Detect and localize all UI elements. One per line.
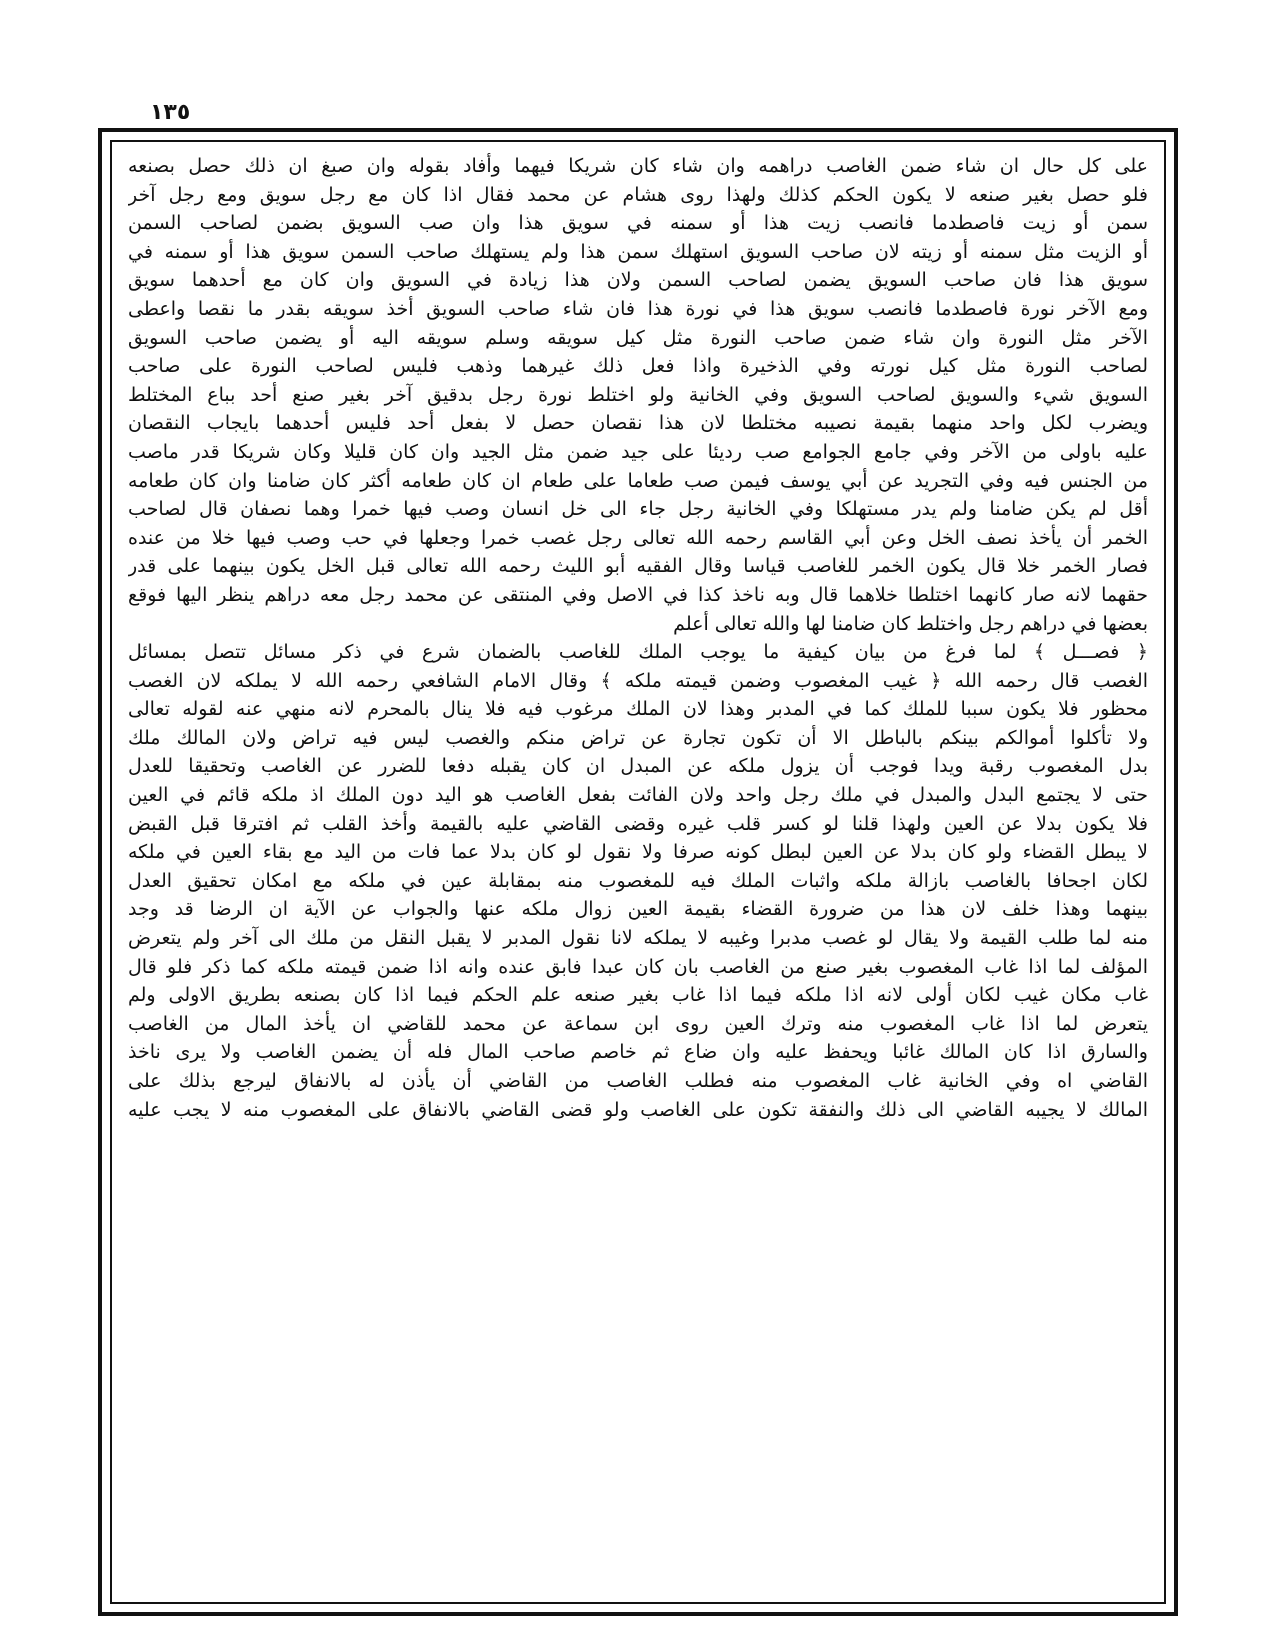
text-line: فصار الخمر خلا قال يكون الخمر للغاصب قياسا وقال الفقيه أبو الليث رحمه الله تعالى قبل الخل يكون بينهما على قدر xyxy=(128,555,1148,578)
text-line: على كل حال ان شاء ضمن الغاصب دراهمه وان شاء كان شريكا فيهما وأفاد بقوله وان صبغ ان ذلك حصل بصنعه xyxy=(128,155,1148,177)
text-line: ومع الآخر نورة فاصطدما فانصب سويق هذا في نورة هذا فان شاء صاحب السويق أخذ سويقه بقدر ما نقصا واعطى xyxy=(128,297,1148,320)
text-line: حتى لا يجتمع البدل والمبدل في ملك رجل واحد ولان الفائت بفعل الغاصب هو اليد دون الملك اذ ملكه قائم في العين xyxy=(128,784,1148,807)
text-line: ولا تأكلوا أموالكم بينكم بالباطل الا أن تكون تجارة عن تراض منكم والغصب ليس فيه تراض ولان المالك ملك xyxy=(128,726,1148,749)
text-line: أقل لم يكن ضامنا ولم يدر مستهلكا وفي الخانية رجل جاء الى خل انسان وصب فيها خمرا وهما نصفان قال لصاحب xyxy=(128,498,1148,521)
text-line: عليه باولى من الآخر وفي جامع الجوامع صب رديئا على جيد ضمن مثل الجيد وان كان قليلا وكان شريكا قدر ماصب xyxy=(128,440,1148,463)
text-line: المالك لا يجيبه القاضي الى ذلك والنفقة تكون على الغاصب ولو قضى القاضي بالانفاق على المغصوب منه لا يجب عليه xyxy=(128,1098,1148,1121)
text-line: الآخر مثل النورة وان شاء ضمن صاحب النورة مثل كيل سويقه وسلم سويقه اليه أو يضمن صاحب السويق xyxy=(128,326,1148,349)
page-frame-inner xyxy=(110,140,1166,1604)
text-line: المؤلف لما اذا غاب المغصوب بغير صنع من الغاصب بان كان عبدا فابق عنده وانه اذا ضمن قيمته ملكه كما ذكر فلو قال xyxy=(128,955,1148,978)
text-line: لكان اجحافا بالغاصب بازالة ملكه واثبات الملك فيه للمغصوب منه بمقابلة عين في ملكه مع امكان تحقيق العدل xyxy=(128,869,1148,892)
text-line: بعضها في دراهم رجل واختلط كان ضامنا لها والله تعالى أعلم xyxy=(673,612,1148,635)
text-line: ويضرب لكل واحد منهما بقيمة نصيبه مختلطا لان هذا نقصان حصل لا بفعل أحد فليس أحدهما بايجاب النقصان xyxy=(128,412,1148,435)
text-line: حقهما لانه صار كانهما اختلطا خلاهما قال وبه ناخذ كذا في الاصل وفي المنتقى عن محمد رجل معه دراهم ينظر اليها فوقع xyxy=(128,583,1148,606)
text-line: بينهما وهذا خلف لان هذا من ضرورة القضاء بقيمة العين زوال ملكه عنها والجواب عن الآية ان الرضا قد وجد xyxy=(128,898,1148,921)
text-line: أو الزيت مثل سمنه أو زيته لان صاحب السويق استهلك سمن هذا ولم يستهلك صاحب السمن سويق هذا أو سمنه في xyxy=(128,240,1148,263)
text-line: سويق هذا فان صاحب السويق يضمن لصاحب السمن ولان هذا زيادة في السويق وان كان مع أحدهما سويق xyxy=(128,269,1148,292)
text-line: لا يبطل القضاء ولو كان بدلا عن العين لبطل كونه صرفا ولا نقول لو كان بدلا عما فات من اليد مع بقاء العين في ملكه xyxy=(128,841,1148,864)
text-line: لصاحب النورة مثل كيل نورته وفي الذخيرة واذا فعل ذلك غيرهما وذهب فليس لصاحب النورة على صاحب xyxy=(128,355,1148,378)
page-frame-outer xyxy=(98,128,1178,1616)
text-line: من الجنس فيه وفي التجريد عن أبي يوسف فيمن صب طعاما على طعام ان كان طعامه أكثر كان ضامنا وان كان طعامه xyxy=(128,469,1148,492)
text-line: ﴿ فصـــل ﴾ لما فرغ من بيان كيفية ما يوجب الملك للغاصب بالضمان شرع في ذكر مسائل تتصل بمسائل xyxy=(128,641,1148,664)
body-text xyxy=(128,152,1148,1592)
text-line: منه لما طلب القيمة ولا يقال لو غصب مدبرا وغيبه لا يملكه لانا نقول المدبر لا يقبل النقل من ملك الى آخر ولم يتعرض xyxy=(128,927,1148,950)
text-line: السويق شيء والسويق لصاحب السويق وفي الخانية ولو اختلط نورة رجل بدقيق آخر بغير صنع أحد بباع المختلط xyxy=(128,383,1148,406)
text-line: غاب مكان غيب لكان أولى لانه اذا ملكه فيما اذا غاب بغير صنعه علم الحكم فيما اذا كان بصنعه بطريق الاولى ولم xyxy=(128,984,1148,1007)
text-line: الخمر أن يأخذ نصف الخل وعن أبي القاسم رحمه الله تعالى رجل غصب خمرا وجعلها في حب وصب فيها خلا من عنده xyxy=(128,526,1148,549)
text-line: يتعرض لما اذا غاب المغصوب منه وترك العين روى ابن سماعة عن محمد للقاضي ان يأخذ المال من الغاصب xyxy=(128,1012,1148,1035)
text-line: بدل المغصوب رقبة ويدا فوجب أن يزول ملكه عن المبدل ان كان يقبله دفعا للضرر عن الغاصب وتحقيقا للعدل xyxy=(128,755,1148,778)
text-line: سمن أو زيت فاصطدما فانصب زيت هذا أو سمنه في سويق هذا وان صب السويق بضمن لصاحب السمن xyxy=(128,212,1148,235)
text-line: القاضي اه وفي الخانية غاب المغصوب منه فطلب الغاصب من القاضي أن يأذن له بالانفاق ليرجع بذلك على xyxy=(128,1070,1148,1092)
text-line: الغصب قال رحمه الله ﴿ غيب المغصوب وضمن قيمته ملكه ﴾ وقال الامام الشافعي رحمه الله لا يملكه لان الغصب xyxy=(128,669,1148,692)
page-number: ١٣٥ xyxy=(150,100,191,125)
text-line: والسارق اذا كان المالك غائبا ويحفظ عليه وان ضاع ثم خاصم صاحب المال فله أن يضمن الغاصب ولا يرى ناخذ xyxy=(128,1041,1148,1064)
text-line: محظور فلا يكون سببا للملك كما في المدبر وهذا لان الملك مرغوب فيه فلا ينال بالمحرم لانه منهي عنه لقوله تعالى xyxy=(128,698,1148,721)
text-line: فلا يكون بدلا عن العين ولهذا قلنا لو كسر قلب غيره وقضى القاضي عليه بالقيمة وأخذ القلب ثم افترقا قبل القبض xyxy=(128,812,1148,835)
text-line: فلو حصل بغير صنعه لا يكون الحكم كذلك ولهذا روى هشام عن محمد فقال اذا كان مع رجل سويق ومع رجل آخر xyxy=(128,183,1148,206)
